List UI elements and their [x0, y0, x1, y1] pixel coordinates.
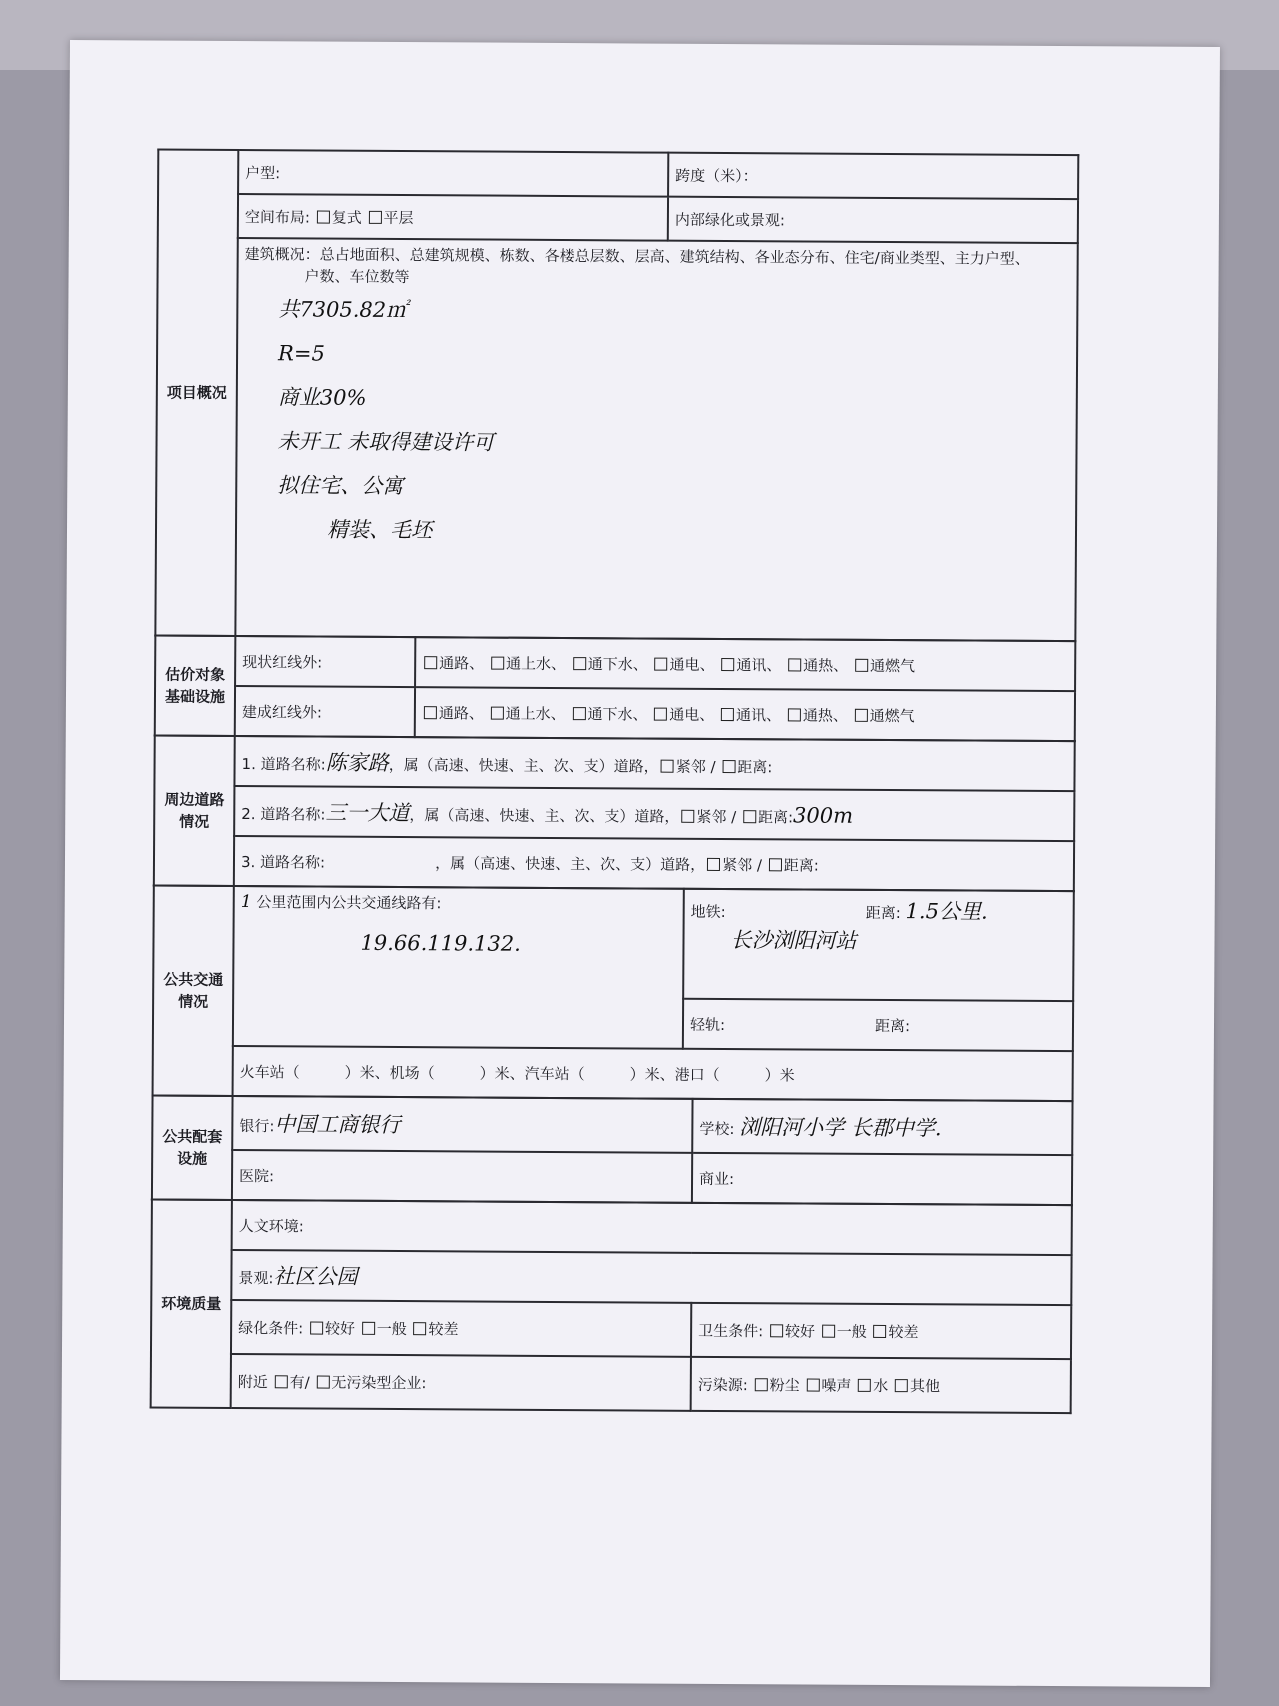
built-redline-options: 通路、 通上水、 通下水、 通电、 通讯、 通热、 通燃气: [415, 687, 1075, 741]
metro-distance: 1.5公里.: [905, 899, 988, 924]
section-transit: 公共交通情况: [153, 886, 234, 1096]
hospital-label: 医院:: [232, 1150, 692, 1203]
checkbox-drain-2[interactable]: [572, 707, 585, 720]
paper-sheet: [60, 40, 1220, 1687]
checkbox-distance-2[interactable]: [743, 810, 756, 823]
checkbox-road[interactable]: [424, 656, 437, 669]
sanitation-cell: 卫生条件: 较好 一般 较差: [691, 1303, 1071, 1359]
checkbox-sanit-average[interactable]: [822, 1324, 835, 1337]
stations-distance: 火车站（ ）米、机场（ ）米、汽车站（ ）米、港口（ ）米: [233, 1046, 1073, 1101]
road-2: 2. 道路名称:三一大道，属（高速、快速、主、次、支）道路， 紧邻 / 距离:300m: [234, 786, 1074, 841]
section-infra: 估价对象基础设施: [155, 636, 236, 736]
landscape-value: 社区公园: [273, 1264, 358, 1289]
checkbox-adjacent-1[interactable]: [661, 760, 674, 773]
metro-station: 长沙浏阳河站: [730, 928, 857, 953]
metro-cell: 地铁: 距离: 1.5公里. 长沙浏阳河站: [683, 889, 1074, 1001]
checkbox-power-2[interactable]: [654, 707, 667, 720]
road-2-name: 三一大道: [325, 800, 410, 826]
checkbox-water-supply[interactable]: [491, 656, 504, 669]
section-environment: 环境质量: [151, 1200, 232, 1408]
checkbox-green-average[interactable]: [362, 1321, 375, 1334]
bank-value: 中国工商银行: [274, 1112, 401, 1138]
checkbox-green-poor[interactable]: [414, 1322, 427, 1335]
humanity-label: 人文环境:: [232, 1200, 1072, 1255]
checkbox-power[interactable]: [655, 657, 668, 670]
checkbox-dust[interactable]: [755, 1378, 768, 1391]
hw-use: 拟住宅、公寓: [277, 473, 404, 499]
bus-lines: 19.66.119.132.: [360, 930, 521, 956]
layout-field: 空间布局: 复式 平层: [238, 194, 668, 241]
survey-form: [150, 149, 1078, 1415]
handwritten-notes: [243, 287, 1071, 556]
current-redline-options: 通路、 通上水、 通下水、 通电、 通讯、 通热、 通燃气: [415, 637, 1075, 691]
commerce-label: 商业:: [692, 1153, 1072, 1205]
checkbox-heat-2[interactable]: [788, 708, 801, 721]
span-label: 跨度（米）：: [668, 153, 1078, 200]
hw-ratio: R=5: [278, 341, 325, 366]
built-redline-label: 建成红线外:: [235, 686, 415, 737]
checkbox-green-good[interactable]: [310, 1321, 323, 1334]
current-redline-label: 现状红线外:: [235, 636, 415, 687]
hw-commercial: 商业30%: [277, 385, 367, 410]
checkbox-distance-3[interactable]: [769, 858, 782, 871]
checkbox-duplex[interactable]: [317, 210, 330, 223]
landscape-cell: 景观:社区公园: [231, 1250, 1071, 1305]
checkbox-heat[interactable]: [788, 658, 801, 671]
greening-cell: 绿化条件: 较好 一般 较差: [231, 1300, 691, 1357]
checkbox-telecom-2[interactable]: [721, 707, 734, 720]
hw-area: 共7305.82㎡: [278, 297, 408, 323]
bank-cell: 银行:中国工商银行: [232, 1096, 692, 1153]
hw-status: 未开工 未取得建设许可: [277, 429, 495, 455]
checkbox-sanit-poor[interactable]: [874, 1324, 887, 1337]
section-roads: 周边道路情况: [154, 736, 235, 886]
greening-label: 内部绿化或景观:: [668, 197, 1078, 244]
checkbox-gas-2[interactable]: [855, 708, 868, 721]
checkbox-adjacent-3[interactable]: [707, 857, 720, 870]
checkbox-water[interactable]: [858, 1378, 871, 1391]
checkbox-telecom[interactable]: [721, 657, 734, 670]
road-3: 3. 道路名称: ，属（高速、快速、主、次、支）道路， 紧邻 / 距离:: [234, 836, 1074, 891]
road-2-distance: 300m: [793, 803, 854, 828]
unit-type-label: 户型:: [238, 150, 668, 197]
overview-cell: [235, 238, 1077, 641]
checkbox-flat[interactable]: [369, 210, 382, 223]
road-1-name: 陈家路: [325, 750, 389, 775]
checkbox-drain[interactable]: [573, 657, 586, 670]
section-project: 项目概况: [155, 150, 238, 636]
checkbox-distance-1[interactable]: [722, 760, 735, 773]
school-cell: 学校: 浏阳河小学 长郡中学.: [692, 1099, 1072, 1155]
light-rail-cell: 轻轨: 距离:: [683, 999, 1073, 1051]
hw-finish: 精装、毛坯: [326, 517, 433, 543]
checkbox-water-supply-2[interactable]: [491, 706, 504, 719]
checkbox-adjacent-2[interactable]: [681, 810, 694, 823]
nearby-cell: 附近 有/ 无污染型企业:: [231, 1354, 691, 1411]
checkbox-nearby-yes[interactable]: [275, 1375, 288, 1388]
bus-cell: [233, 886, 684, 1049]
pollution-cell: 污染源: 粉尘 噪声 水 其他: [691, 1357, 1071, 1413]
school-value: 浏阳河小学 长郡中学.: [739, 1115, 942, 1141]
checkbox-gas[interactable]: [855, 658, 868, 671]
section-facilities: 公共配套设施: [152, 1096, 233, 1200]
checkbox-road-2[interactable]: [424, 706, 437, 719]
checkbox-other[interactable]: [895, 1379, 908, 1392]
bus-label: 公里范围内公共交通线路有:: [256, 893, 442, 913]
checkbox-noise[interactable]: [806, 1378, 819, 1391]
checkbox-nearby-no[interactable]: [316, 1375, 329, 1388]
checkbox-sanit-good[interactable]: [770, 1324, 783, 1337]
bus-radius: 1: [240, 892, 252, 913]
overview-label: 建筑概况：总占地面积、总建筑规模、栋数、各楼总层数、层高、建筑结构、各业态分布、住宅/商业类型、主力户型、: [244, 245, 1030, 268]
overview-label-2: 户数、车位数等: [304, 267, 410, 287]
road-1: 1. 道路名称:陈家路，属（高速、快速、主、次、支）道路， 紧邻 / 距离:: [234, 736, 1074, 791]
